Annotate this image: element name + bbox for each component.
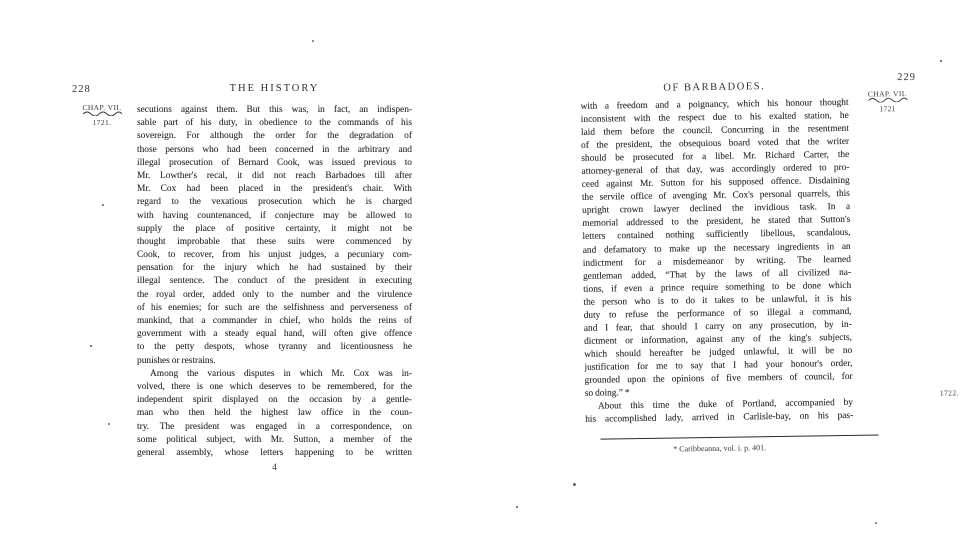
- text-line: ceed against Mr. Sutton for his supposed offence. Disdaining: [581, 176, 850, 191]
- text-line: inconsistent with the respect due to his exalted station, he: [580, 110, 849, 125]
- left-page-number: 228: [72, 84, 91, 95]
- left-margin-note: [68, 103, 136, 127]
- text-line: and I fear, that should I carry on any prosecution, by in-: [583, 319, 852, 334]
- text-line: general assembly, whose letters happening to be written: [137, 447, 412, 458]
- text-line: sable part of his duty, in obedience to the commands of his: [137, 118, 412, 129]
- scan-speck: [875, 522, 877, 524]
- text-line: with a freedom and a poignancy, which his honour thought: [580, 97, 849, 112]
- left-page: [60, 76, 412, 496]
- text-line: illegal sentence. The conduct of the president in executing: [137, 276, 412, 287]
- text-line: punishes or restrains.: [137, 355, 216, 366]
- text-line: to the petty despots, whose tyranny and licentiousness he: [137, 342, 412, 353]
- right-margin-note: [856, 89, 918, 114]
- text-line: try. The president was engaged in a correspondence, on: [137, 421, 412, 432]
- text-line: the servile office of avenging Mr. Cox's personal quarrels, this: [581, 189, 850, 204]
- text-line: sovereign. For although the order for the degradation of: [137, 131, 412, 142]
- text-line: duty to refuse the performance of so illegal a command,: [583, 306, 852, 321]
- scan-speck: [573, 483, 576, 486]
- text-line: with having countenanced, if conjecture may be allowed to: [137, 210, 412, 221]
- left-body-text: [137, 104, 412, 460]
- text-line: attorney-general of that day, was accordingly ordered to pro-: [581, 163, 850, 178]
- text-line: the person who is to do it takes to be unlawful, it is his: [583, 293, 852, 308]
- text-line: regard to the vexatious prosecution which he is charged: [137, 197, 412, 208]
- text-line: Cook, to recover, from his unjust judges, a pecuniary com-: [137, 250, 412, 261]
- text-line: his accomplished lady, arrived in Carlisle-bay, on his pas-: [585, 410, 854, 425]
- scan-speck: [90, 345, 92, 347]
- text-line: of his enemies; for such are the selfishness and perverseness of: [137, 302, 412, 313]
- text-line: About this time the duke of Portland, accompanied by: [597, 397, 854, 412]
- scan-speck: [516, 506, 518, 508]
- right-page-number: 229: [897, 71, 916, 84]
- scan-speck: [940, 60, 942, 62]
- text-line: illegal prosecution of Bernard Cook, was issued previous to: [137, 157, 412, 168]
- text-line: so doing.” *: [584, 388, 630, 399]
- text-line: supply the place of positive certainty, it might not be: [137, 223, 412, 234]
- text-line: laid them before the council. Concurring in the resentment: [580, 123, 849, 138]
- text-line: should be prosecuted for a libel. Mr. Richard Carter, the: [581, 150, 850, 165]
- text-line: government with a steady equal hand, will often give offence: [137, 329, 412, 340]
- signature-mark: 4: [272, 462, 277, 472]
- left-margin-chapter: CHAP. VII.: [82, 103, 122, 112]
- right-margin-year: 1721: [879, 104, 896, 114]
- text-line: which should hereafter be judged unlawful, it will be no: [584, 345, 853, 360]
- text-line: the royal order, added only to the number and the virulence: [137, 289, 412, 300]
- footnote-rule: [600, 434, 878, 439]
- text-line: man who then held the highest law office in the coun-: [137, 408, 412, 419]
- right-page: [567, 67, 980, 493]
- text-line: Among the various disputes in which Mr. Cox was in-: [150, 368, 412, 379]
- text-line: upright crown lawyer declined the invidious task. In a: [582, 202, 851, 217]
- text-line: gentleman added, “That by the laws of all civilized na-: [583, 267, 852, 282]
- right-margin-chapter: CHAP. VII.: [867, 89, 907, 99]
- text-line: memorial addressed to the president, he stated that Sutton's: [582, 215, 851, 230]
- text-line: and defamatory to make up the necessary ingredients in an: [582, 241, 851, 256]
- left-margin-year: 1721.: [92, 118, 112, 127]
- right-running-header: OF BARBADOES.: [663, 81, 766, 94]
- text-line: thought improbable that these suits were commenced by: [137, 236, 412, 247]
- text-line: volved, there is one which deserves to be remembered, for the: [137, 381, 412, 392]
- text-line: secutions against them. But this was, in fact, an indispen-: [137, 105, 412, 115]
- scan-speck: [108, 423, 110, 425]
- text-line: Mr. Lowther's recal, it did not reach Barbadoes till after: [137, 170, 412, 181]
- text-line: indictment for a misdemeanor by writing. The learned: [582, 254, 851, 269]
- footnote: * Caribbeanna, vol. i. p. 401.: [673, 443, 767, 454]
- text-line: some political subject, with Mr. Sutton, a member of the: [137, 434, 412, 445]
- text-line: letters contained nothing sufficiently libellous, scandalous,: [582, 228, 851, 243]
- scan-speck: [312, 40, 314, 42]
- right-margin-year-2: 1722.: [939, 388, 959, 398]
- text-line: dictment or information, against any of the king's subjects,: [583, 332, 853, 347]
- text-line: grounded upon the opinions of five members of council, for: [584, 371, 853, 386]
- text-line: tions, if even a prince require something to be done which: [583, 280, 852, 295]
- right-body-text: [580, 97, 853, 427]
- text-line: pensation for the injury which he had sustained by their: [137, 263, 412, 274]
- text-line: mankind, that a commander in chief, who holds the reins of: [137, 316, 412, 326]
- text-line: independent spirit displayed on the occasion by a gentle-: [137, 395, 412, 406]
- text-line: of the president, the obsequious board voted that the writer: [581, 137, 850, 152]
- text-line: Mr. Cox had been placed in the president's chair. With: [137, 184, 412, 195]
- left-running-header: THE HISTORY: [229, 83, 320, 94]
- text-line: those persons who had been concerned in the arbitrary and: [137, 144, 412, 155]
- scan-speck: [102, 204, 104, 206]
- text-line: justification for me to say that I had your honour's order,: [584, 358, 853, 373]
